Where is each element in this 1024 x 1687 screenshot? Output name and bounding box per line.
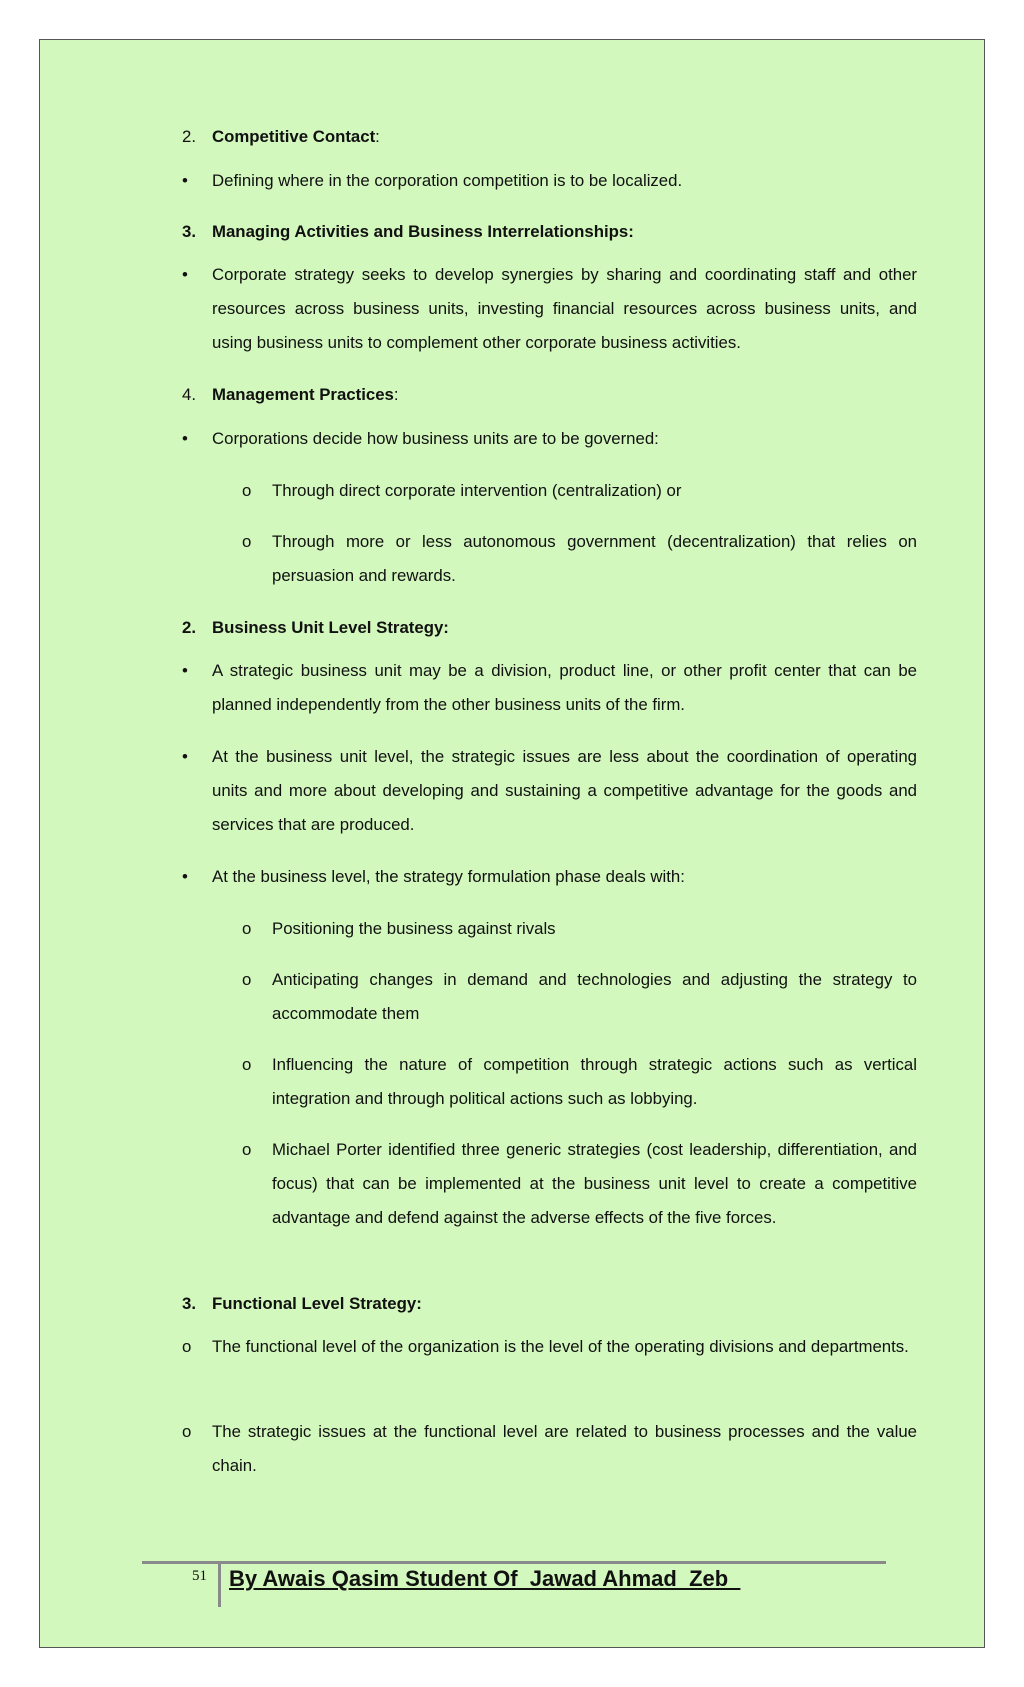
sub-bullet-text: Influencing the nature of competition through strategic actions such as vertical integration and through political actions such as lobbying. <box>272 1055 917 1108</box>
sub-bullet-text: The strategic issues at the functional level are related to business processes and the value chain. <box>212 1422 917 1475</box>
footer-vertical-divider <box>218 1561 221 1607</box>
list-number: 2. <box>182 618 196 637</box>
circle-bullet-icon: o <box>242 919 252 938</box>
heading-suffix: : <box>375 127 380 146</box>
heading-text: Business Unit Level Strategy: <box>212 618 449 637</box>
bullet-item <box>182 860 917 894</box>
sub-bullet-item <box>242 1048 917 1116</box>
bullet-icon: • <box>182 171 188 190</box>
heading-text: Functional Level Strategy: <box>212 1294 422 1313</box>
circle-bullet-icon: o <box>242 1055 252 1074</box>
heading-business-unit-level <box>182 611 917 645</box>
bullet-text: Corporate strategy seeks to develop synergies by sharing and coordinating staff and other resources across business units, investing financial resources across business units, and using business units to complement other corporate business activities. <box>212 265 917 352</box>
bullet-item <box>182 422 917 456</box>
sub-bullet-item <box>242 912 917 946</box>
bullet-item <box>182 258 917 360</box>
heading-competitive-contact <box>182 120 917 154</box>
bullet-item <box>182 740 917 842</box>
page-number: 51 <box>192 1568 207 1584</box>
bullet-text: A strategic business unit may be a division, product line, or other profit center that can be planned independently from the other business units of the firm. <box>212 661 917 714</box>
bullet-text: Defining where in the corporation competition is to be localized. <box>212 171 683 190</box>
bullet-item <box>182 654 917 722</box>
bullet-text: At the business level, the strategy formulation phase deals with: <box>212 867 685 886</box>
circle-bullet-icon: o <box>182 1337 192 1356</box>
bullet-icon: • <box>182 747 188 766</box>
circle-bullet-icon: o <box>242 1140 252 1159</box>
sub-bullet-text: Anticipating changes in demand and technologies and adjusting the strategy to accommodate them <box>272 970 917 1023</box>
list-number: 3. <box>182 1294 196 1313</box>
bullet-icon: • <box>182 867 188 886</box>
sub-bullet-item <box>242 963 917 1031</box>
list-number: 2. <box>182 127 196 146</box>
circle-bullet-icon: o <box>242 970 252 989</box>
document-page <box>39 39 985 1648</box>
heading-suffix: : <box>393 385 399 404</box>
bullet-icon: • <box>182 661 188 680</box>
sub-bullet-item <box>242 474 917 508</box>
heading-text: Competitive Contact <box>212 127 376 146</box>
circle-bullet-icon: o <box>242 481 252 500</box>
list-number: 3. <box>182 222 196 241</box>
sub-bullet-text: The functional level of the organization is the level of the operating divisions and departments. <box>212 1337 909 1356</box>
sub-bullet-text: Through more or less autonomous government (decentralization) that relies on persuasion and rewards. <box>272 532 917 585</box>
sub-bullet-text: Positioning the business against rivals <box>272 919 556 938</box>
list-number: 4. <box>182 385 196 404</box>
heading-text: Managing Activities and Business Interrelationships: <box>212 222 634 241</box>
footer-author: By Awais Qasim Student Of Jawad Ahmad Zeb <box>229 1566 741 1591</box>
sub-bullet-item <box>182 1415 917 1483</box>
sub-bullet-text: Michael Porter identified three generic strategies (cost leadership, differentiation, and focus) that can be implemented at the business unit level to create a competitive advantage and defend against the adverse effects of the five forces. <box>272 1140 917 1227</box>
bullet-icon: • <box>182 429 188 448</box>
sub-bullet-item <box>182 1330 917 1364</box>
bullet-text: At the business unit level, the strategic issues are less about the coordination of operating units and more about developing and sustaining a competitive advantage for the goods and services that are produced. <box>212 747 917 834</box>
sub-bullet-item <box>242 525 917 593</box>
sub-bullet-text: Through direct corporate intervention (centralization) or <box>272 481 682 500</box>
bullet-text: Corporations decide how business units are to be governed: <box>212 429 659 448</box>
heading-functional-level <box>182 1287 917 1321</box>
circle-bullet-icon: o <box>242 532 252 551</box>
bullet-icon: • <box>182 265 188 284</box>
bullet-item <box>182 164 917 198</box>
sub-bullet-item <box>242 1133 917 1235</box>
heading-management-practices <box>182 378 917 412</box>
heading-managing-activities <box>182 215 917 249</box>
circle-bullet-icon: o <box>182 1422 192 1441</box>
heading-text: Management Practices <box>212 385 394 404</box>
